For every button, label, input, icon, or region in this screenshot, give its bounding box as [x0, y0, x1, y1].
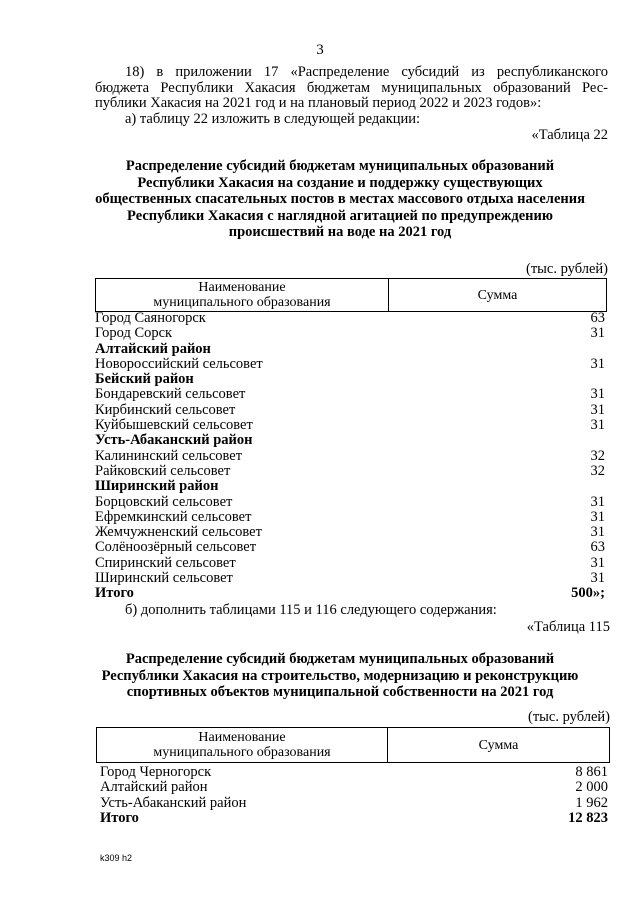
table115-title-line: Республики Хакасия на строительство, модернизацию и реконструкцию — [101, 667, 579, 684]
table-row-group: Ширинский район — [95, 478, 219, 495]
table-row: Ефремкинский сельсовет 31 — [95, 508, 605, 525]
addition-line: б) дополнить таблицами 115 и 116 следующего содержания: — [125, 602, 497, 618]
table-row: Новороссийский сельсовет 31 — [95, 355, 605, 372]
sum-column-header: Сумма — [389, 279, 607, 312]
table22-title — [60, 158, 620, 241]
table-row: Калининский сельсовет 32 — [95, 447, 605, 464]
table22-unit: (тыс. рублей) — [526, 261, 608, 277]
intro-line-1: 18) в приложении 17 «Распределение субсидий из республиканского — [125, 64, 608, 80]
name-column-header: Наименование муниципального образования — [96, 279, 389, 312]
table-row: Алтайский район 2 000 — [100, 779, 608, 796]
table115-header — [96, 727, 610, 763]
table22-title-line: общественных спасательных постов в местах массового отдыха населения — [95, 191, 585, 207]
table-row: Бондаревский сельсовет 31 — [95, 386, 605, 403]
table-row: Спиринский сельсовет 31 — [95, 554, 605, 571]
table22-ref: «Таблица 22 — [531, 127, 608, 143]
table-row: Кирбинский сельсовет 31 — [95, 401, 605, 418]
table22-title-line: Распределение субсидий бюджетам муниципальных образований — [125, 158, 555, 174]
table-row: Город Черногорск 8 861 — [100, 764, 608, 780]
table-row: Город Сорск 31 — [95, 325, 605, 342]
table-row-total: Итого 500»; — [95, 585, 605, 602]
table22-title-line: Республики Хакасия на создание и поддержку существующих — [137, 174, 543, 191]
table115-title-line: Распределение субсидий бюджетам муниципальных образований — [125, 651, 555, 667]
table115-title — [60, 651, 620, 701]
table-row: Борцовский сельсовет 31 — [95, 493, 605, 510]
table22-title-line: Республики Хакасия с наглядной агитацией по предупреждению — [127, 207, 553, 224]
table115-title-line: спортивных объектов муниципальной собственности на 2021 год — [126, 684, 554, 700]
table-row: Солёноозёрный сельсовет 63 — [95, 539, 605, 556]
sum-column-header: Сумма — [388, 728, 610, 763]
table-row-group: Бейский район — [95, 371, 194, 388]
intro-line-4: а) таблицу 22 изложить в следующей редакции: — [125, 111, 421, 127]
table22-header — [95, 278, 607, 312]
document-code: k309 h2 — [100, 853, 133, 863]
table-row-total: Итого 12 823 — [100, 809, 608, 826]
table22-body — [95, 311, 605, 602]
table115-ref: «Таблица 115 — [526, 619, 610, 635]
intro-line-3: публики Хакасия на 2021 год и на плановый период 2022 и 2023 годов»: — [95, 95, 542, 111]
name-column-header: Наименование муниципального образования — [97, 728, 388, 763]
page-number: 3 — [316, 42, 324, 58]
table-row: Куйбышевский сельсовет 31 — [95, 417, 605, 434]
table115-body — [100, 765, 608, 826]
table-row: Город Саяногорск 63 — [95, 310, 605, 326]
intro-line-2: бюджета Республики Хакасия бюджетам муниципальных образований Рес- — [95, 80, 608, 96]
table22-title-line: происшествий на воде на 2021 год — [228, 224, 452, 240]
table-row: Усть-Абаканский район 1 962 — [100, 794, 608, 811]
table-row-group: Алтайский район — [95, 340, 211, 357]
table-row: Ширинский сельсовет 31 — [95, 570, 605, 587]
table-row-group: Усть-Абаканский район — [95, 432, 253, 449]
table-row: Жемчужненский сельсовет 31 — [95, 524, 605, 541]
table-row: Райковский сельсовет 32 — [95, 462, 605, 479]
table115-unit: (тыс. рублей) — [528, 709, 610, 725]
